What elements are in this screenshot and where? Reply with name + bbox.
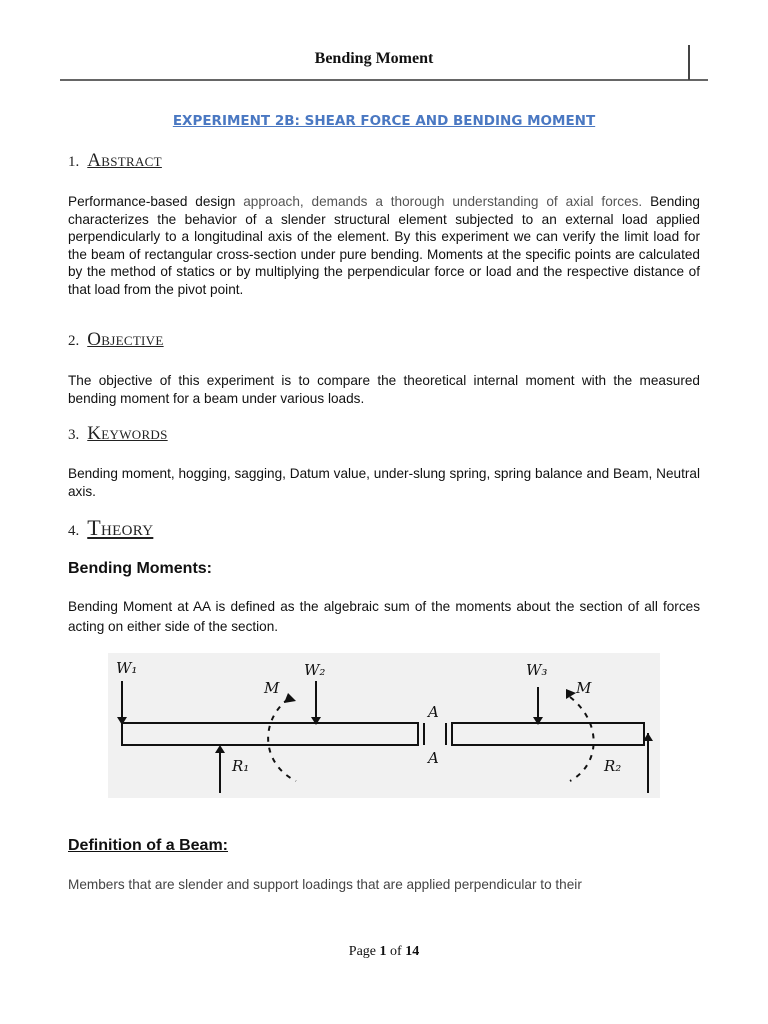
abstract-text-part-3: Bending characterizes the behavior of a slender structural element subjected to an external load applied perpendicularly to a longitudinal axis of the element. By this experiment we can verify the limit load for the beam of rectangular cross-section under pure bending. Moments at the specific points are calculated by the method of statics or by multiplying the perpendicular force or load and the respective distance of that load from the pivot point.	[68, 194, 700, 297]
section-number: 4.	[68, 523, 80, 539]
beam-definition-heading: Definition of a Beam:	[68, 837, 229, 854]
section-title: Keywords	[87, 423, 168, 444]
section-title: Objective	[87, 329, 164, 350]
label-r2: R₂	[604, 757, 622, 775]
section-title: Abstract	[87, 150, 162, 171]
bending-moment-figure	[108, 653, 660, 798]
bending-moments-paragraph: Bending Moment at AA is defined as the algebraic sum of the moments about the section of all forces acting on either side of the section.	[68, 599, 700, 634]
section-heading-objective	[68, 329, 164, 351]
running-header: Bending Moment	[314, 50, 434, 67]
label-r1: R₁	[232, 757, 250, 775]
section-heading-abstract	[68, 150, 162, 172]
page-footer	[0, 944, 768, 960]
experiment-title: EXPERIMENT 2B: SHEAR FORCE AND BENDING MOMENT	[172, 113, 596, 129]
abstract-text-part-2: approach, demands a thorough understanding of axial forces.	[243, 194, 643, 209]
abstract-text-part-1: Performance-based design	[68, 194, 244, 209]
section-heading-theory	[68, 515, 153, 541]
right-beam-segment	[452, 723, 644, 745]
moment-left-arrowhead	[284, 693, 296, 703]
footer-page-number: 1	[379, 944, 387, 959]
label-m-left: M	[264, 679, 280, 697]
footer-total-pages: 14	[405, 944, 420, 959]
label-w2: W₂	[304, 661, 326, 679]
header-vertical-bar	[688, 45, 690, 80]
section-number: 2.	[68, 333, 80, 349]
section-title: Theory	[87, 515, 154, 540]
r1-arrowhead	[215, 745, 225, 753]
section-heading-keywords	[68, 423, 168, 445]
objective-paragraph: The objective of this experiment is to compare the theoretical internal moment with the measured bending moment for a beam under various loads.	[68, 373, 700, 406]
moment-arc-left	[268, 699, 296, 781]
abstract-paragraph	[68, 193, 700, 298]
beam-diagram	[108, 653, 660, 798]
bending-moments-heading: Bending Moments:	[68, 560, 212, 577]
section-number: 3.	[68, 427, 80, 443]
keywords-paragraph: Bending moment, hogging, sagging, Datum value, under-slung spring, spring balance and Beam, Neutral axis.	[68, 466, 700, 499]
label-w3: W₃	[526, 661, 548, 679]
moment-arc-right	[570, 697, 594, 781]
header-rule	[60, 79, 708, 81]
beam-definition-paragraph: Members that are slender and support loadings that are applied perpendicular to their	[68, 877, 582, 892]
label-a-top: A	[428, 703, 439, 721]
label-m-right: M	[576, 679, 592, 697]
footer-prefix: Page	[348, 944, 380, 959]
section-number: 1.	[68, 154, 80, 170]
footer-of: of	[386, 944, 406, 959]
label-w1: W₁	[116, 659, 138, 677]
label-a-bottom: A	[428, 749, 439, 767]
